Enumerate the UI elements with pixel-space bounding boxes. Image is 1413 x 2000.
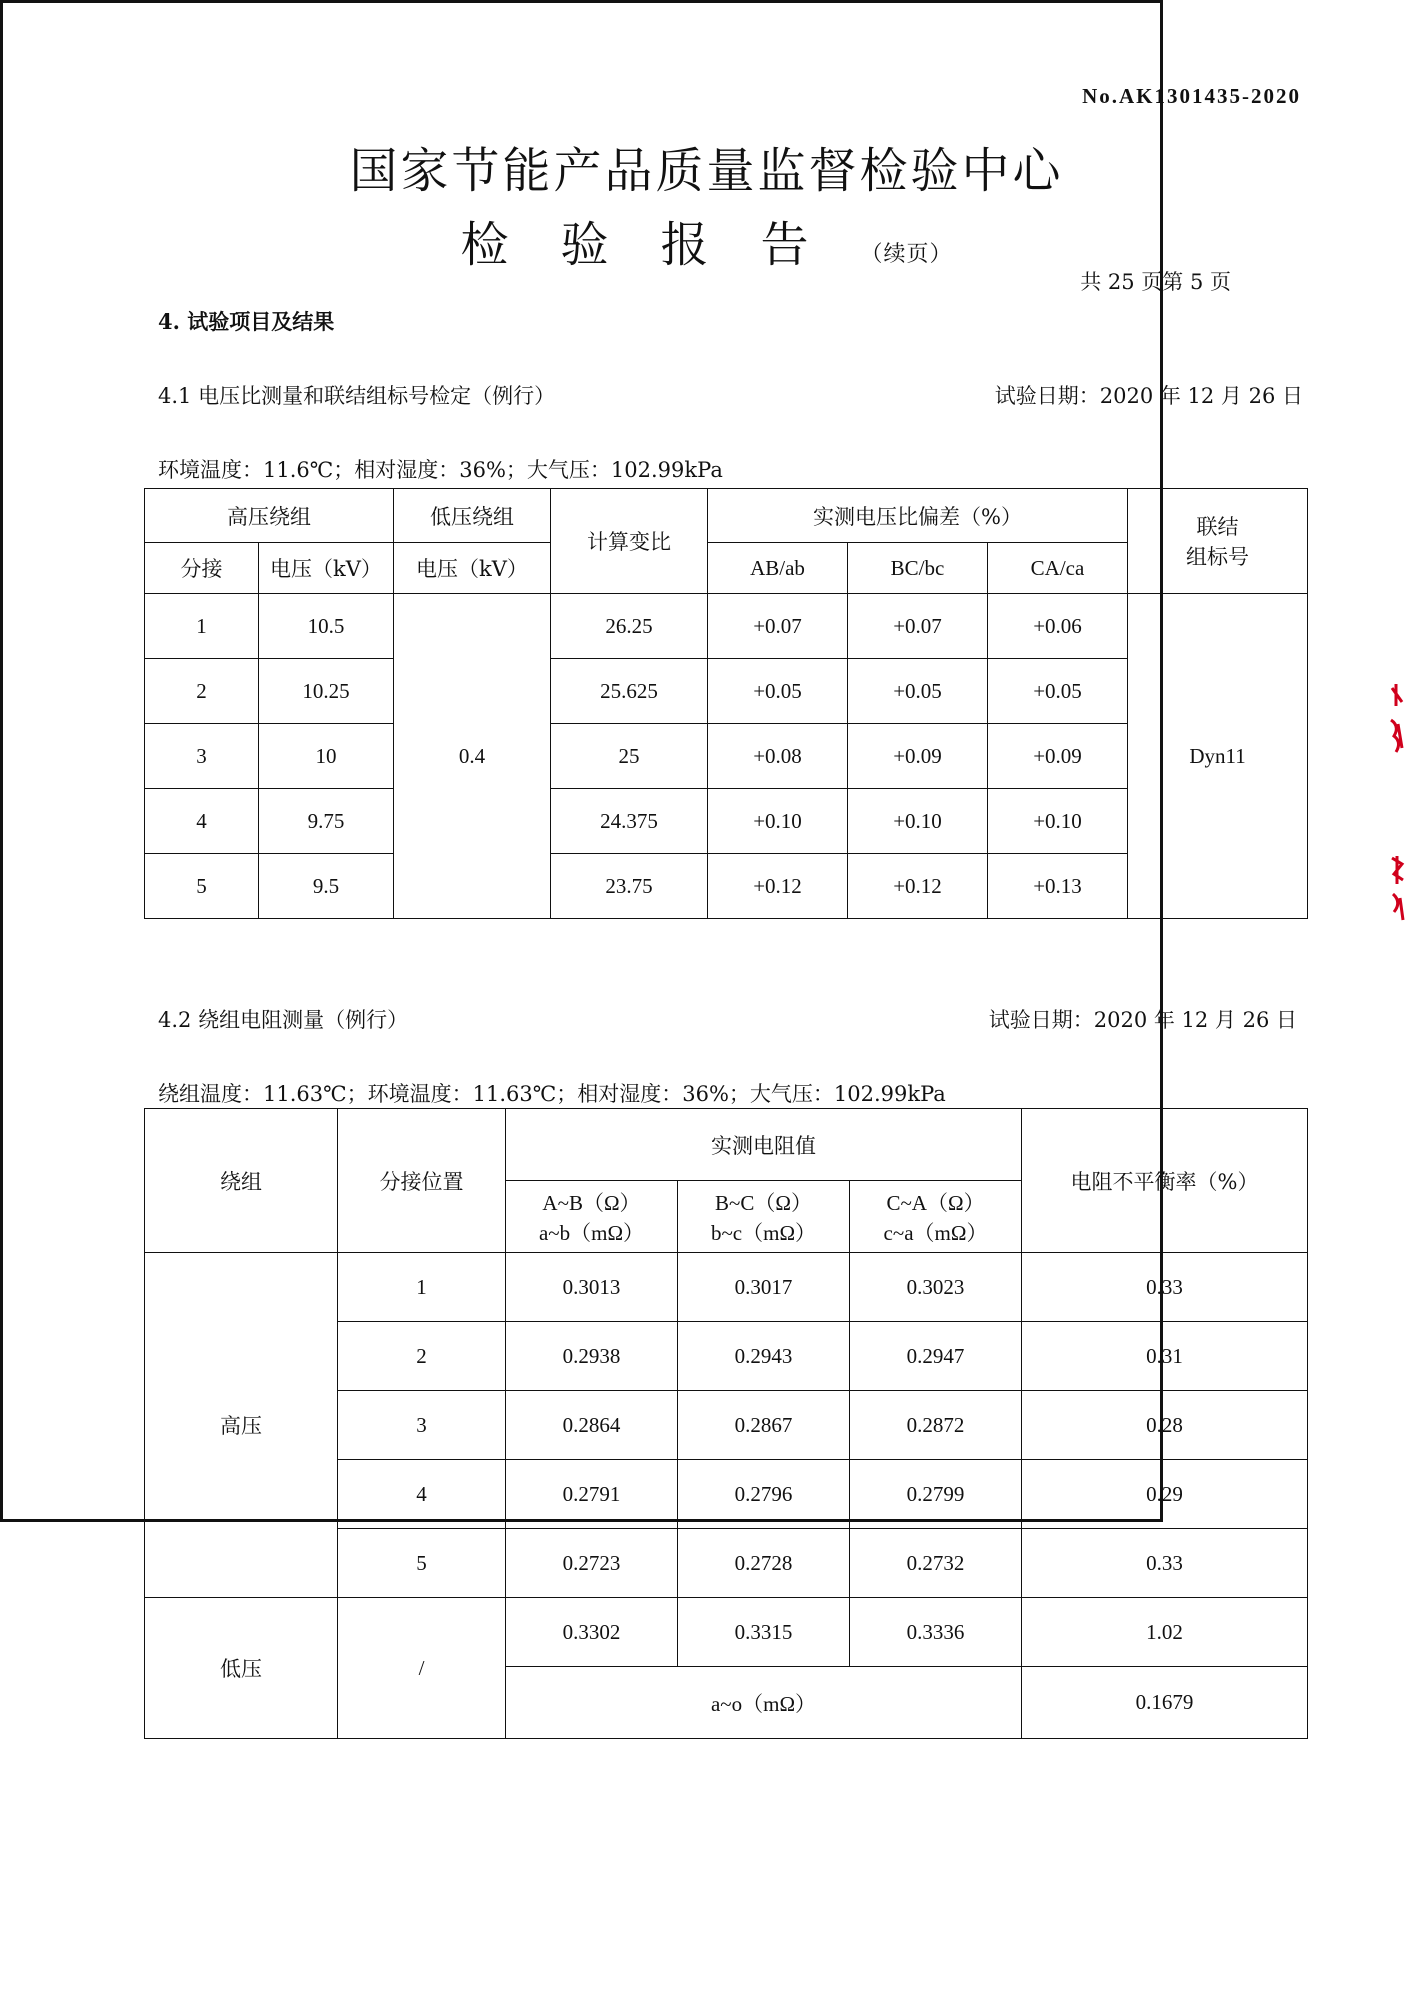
- page-count: 共 25 页第 5 页: [1080, 270, 1231, 294]
- ab-cell: +0.12: [708, 854, 848, 919]
- hv-winding-cell: 高压: [145, 1253, 338, 1598]
- ab-header: AB/ab: [708, 543, 848, 594]
- ca-header-line2: c~a（mΩ）: [883, 1220, 988, 1245]
- section-title: 4. 试验项目及结果: [158, 309, 335, 334]
- bc-cell: +0.12: [848, 854, 988, 919]
- ca-cell: +0.05: [988, 659, 1128, 724]
- lv-winding-header: 低压绕组: [394, 489, 551, 543]
- tap-cell: 4: [145, 789, 259, 854]
- imbalance-cell: 1.02: [1022, 1598, 1308, 1667]
- report-title-line: [0, 206, 1413, 275]
- ca-header-line1: C~A（Ω）: [886, 1190, 985, 1215]
- tap-cell: 2: [338, 1322, 506, 1391]
- ab-cell: 0.3013: [506, 1253, 678, 1322]
- tap-cell: 2: [145, 659, 259, 724]
- hv-voltage-cell: 10: [259, 724, 394, 789]
- ao-label-cell: a~o（mΩ）: [506, 1667, 1022, 1739]
- ca-cell: 0.2872: [850, 1391, 1022, 1460]
- ca-cell: 0.3023: [850, 1253, 1022, 1322]
- ca-cell: +0.06: [988, 594, 1128, 659]
- tap-cell: 3: [145, 724, 259, 789]
- imbalance-cell: 0.33: [1022, 1253, 1308, 1322]
- hv-winding-header: 高压绕组: [145, 489, 394, 543]
- bc-cell: 0.2867: [678, 1391, 850, 1460]
- vector-group-cell: Dyn11: [1128, 594, 1308, 919]
- test-4-1-environment: 环境温度：11.6℃；相对湿度：36%；大气压：102.99kPa: [158, 458, 723, 482]
- ab-cell: +0.08: [708, 724, 848, 789]
- tap-position-header: 分接位置: [338, 1109, 506, 1253]
- ratio-cell: 24.375: [551, 789, 708, 854]
- bc-cell: 0.3017: [678, 1253, 850, 1322]
- ab-cell: 0.2938: [506, 1322, 678, 1391]
- test-4-1-title: 4.1 电压比测量和联结组标号检定（例行）: [158, 384, 556, 408]
- ca-cell: +0.10: [988, 789, 1128, 854]
- bc-header-line2: b~c（mΩ）: [710, 1220, 817, 1245]
- ca-cell: 0.2732: [850, 1529, 1022, 1598]
- ab-cell: +0.07: [708, 594, 848, 659]
- ca-header: CA/ca: [988, 543, 1128, 594]
- vector-group-header: [1128, 489, 1308, 594]
- winding-header: 绕组: [145, 1109, 338, 1253]
- ratio-cell: 23.75: [551, 854, 708, 919]
- ab-cell: 0.2723: [506, 1529, 678, 1598]
- table-row: [145, 1598, 1308, 1667]
- seal-stamp-fragment: [1388, 680, 1406, 930]
- tap-cell: 4: [338, 1460, 506, 1529]
- ca-cell: 0.2947: [850, 1322, 1022, 1391]
- hv-voltage-header: 电压（kV）: [259, 543, 394, 594]
- bc-resistance-header: [678, 1181, 850, 1253]
- ab-cell: +0.10: [708, 789, 848, 854]
- ca-cell: +0.09: [988, 724, 1128, 789]
- ab-header-line2: a~b（mΩ）: [538, 1220, 645, 1245]
- tap-cell: 1: [338, 1253, 506, 1322]
- imbalance-cell: 0.31: [1022, 1322, 1308, 1391]
- ratio-cell: 25.625: [551, 659, 708, 724]
- tap-cell: 1: [145, 594, 259, 659]
- imbalance-header: 电阻不平衡率（%）: [1022, 1109, 1308, 1253]
- bc-header: BC/bc: [848, 543, 988, 594]
- report-title: 检验报告: [460, 217, 861, 273]
- bc-cell: +0.07: [848, 594, 988, 659]
- hv-voltage-cell: 10.25: [259, 659, 394, 724]
- bc-cell: +0.10: [848, 789, 988, 854]
- hv-voltage-cell: 9.5: [259, 854, 394, 919]
- imbalance-cell: 0.28: [1022, 1391, 1308, 1460]
- table-row: [145, 594, 1308, 659]
- imbalance-cell: 0.29: [1022, 1460, 1308, 1529]
- lv-tap-cell: /: [338, 1598, 506, 1739]
- test-4-1-date: 试验日期：2020 年 12 月 26 日: [994, 384, 1303, 408]
- ca-resistance-header: [850, 1181, 1022, 1253]
- measured-resistance-header: 实测电阻值: [506, 1109, 1022, 1181]
- tap-header: 分接: [145, 543, 259, 594]
- ratio-cell: 25: [551, 724, 708, 789]
- test-4-2-date: 试验日期：2020 年 12 月 26 日: [988, 1008, 1297, 1032]
- bc-cell: 0.2943: [678, 1322, 850, 1391]
- continuation-label: （续页）: [860, 242, 953, 267]
- vector-group-header-line2: 组标号: [1186, 545, 1250, 569]
- ca-cell: +0.13: [988, 854, 1128, 919]
- bc-cell: +0.09: [848, 724, 988, 789]
- table-row: [145, 1253, 1308, 1322]
- winding-resistance-table: [144, 1108, 1308, 1739]
- ao-value-cell: 0.1679: [1022, 1667, 1308, 1739]
- deviation-header: 实测电压比偏差（%）: [708, 489, 1128, 543]
- calc-ratio-header: 计算变比: [551, 489, 708, 594]
- tap-cell: 3: [338, 1391, 506, 1460]
- ca-cell: 0.3336: [850, 1598, 1022, 1667]
- lv-voltage-cell: 0.4: [394, 594, 551, 919]
- ab-header-line1: A~B（Ω）: [542, 1190, 641, 1215]
- test-4-2-title: 4.2 绕组电阻测量（例行）: [158, 1008, 409, 1032]
- ca-cell: 0.2799: [850, 1460, 1022, 1529]
- tap-cell: 5: [145, 854, 259, 919]
- report-number: No.AK1301435-2020: [1082, 84, 1301, 108]
- lv-winding-cell: 低压: [145, 1598, 338, 1739]
- test-4-2-environment: 绕组温度：11.63℃；环境温度：11.63℃；相对湿度：36%；大气压：102.99kPa: [158, 1082, 946, 1106]
- bc-cell: +0.05: [848, 659, 988, 724]
- imbalance-cell: 0.33: [1022, 1529, 1308, 1598]
- lv-voltage-header: 电压（kV）: [394, 543, 551, 594]
- organization-title: 国家节能产品质量监督检验中心: [349, 143, 1064, 199]
- ratio-cell: 26.25: [551, 594, 708, 659]
- hv-voltage-cell: 9.75: [259, 789, 394, 854]
- ab-resistance-header: [506, 1181, 678, 1253]
- bc-header-line1: B~C（Ω）: [715, 1190, 812, 1215]
- vector-group-header-line1: 联结: [1196, 515, 1239, 539]
- ab-cell: +0.05: [708, 659, 848, 724]
- hv-voltage-cell: 10.5: [259, 594, 394, 659]
- ab-cell: 0.2864: [506, 1391, 678, 1460]
- bc-cell: 0.2796: [678, 1460, 850, 1529]
- ab-cell: 0.2791: [506, 1460, 678, 1529]
- bc-cell: 0.3315: [678, 1598, 850, 1667]
- ab-cell: 0.3302: [506, 1598, 678, 1667]
- tap-cell: 5: [338, 1529, 506, 1598]
- bc-cell: 0.2728: [678, 1529, 850, 1598]
- voltage-ratio-table: [144, 488, 1308, 919]
